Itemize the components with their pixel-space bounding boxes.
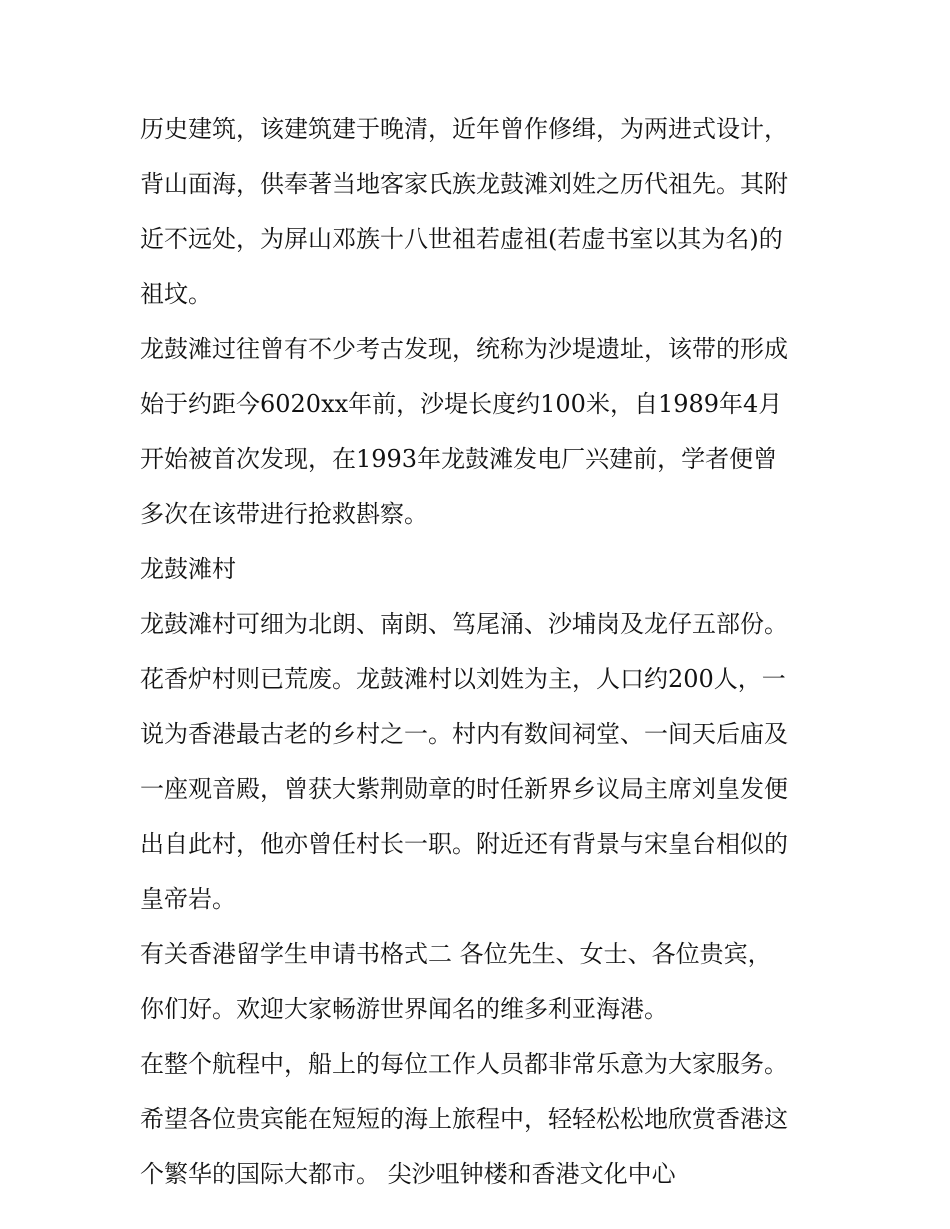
text-line: 皇帝岩。 [140, 885, 236, 913]
text-line: 龙鼓滩过往曾有不少考古发现，统称为沙堤遗址，该带的形成 [140, 335, 788, 363]
text-line: 有关香港留学生申请书格式二 各位先生、女士、各位贵宾， [140, 940, 772, 968]
text-line: 你们好。欢迎大家畅游世界闻名的维多利亚海港。 [140, 995, 668, 1023]
section-heading-village [140, 542, 820, 597]
text-line: 多次在该带进行抢救斟察。 [140, 500, 428, 528]
section-heading: 龙鼓滩村 [140, 555, 236, 583]
document-body [140, 102, 820, 1202]
text-line: 背山面海，供奉著当地客家氏族龙鼓滩刘姓之历代祖先。其附 [140, 170, 788, 198]
text-line: 花香炉村则已荒废。龙鼓滩村以刘姓为主，人口约200人，一 [140, 665, 786, 693]
text-line: 始于约距今6020xx年前，沙堤长度约100米，自1989年4月 [140, 390, 783, 418]
text-line: 祖坟。 [140, 280, 212, 308]
paragraph-voyage [140, 1037, 820, 1202]
text-line: 开始被首次发现，在1993年龙鼓滩发电厂兴建前，学者便曾 [140, 445, 778, 473]
text-line: 近不远处，为屏山邓族十八世祖若虚祖(若虚书室以其为名)的 [140, 225, 783, 253]
text-line: 希望各位贵宾能在短短的海上旅程中，轻轻松松地欣赏香港这 [140, 1105, 788, 1133]
text-line: 说为香港最古老的乡村之一。村内有数间祠堂、一间天后庙及 [140, 720, 788, 748]
text-line: 个繁华的国际大都市。 尖沙咀钟楼和香港文化中心 [140, 1160, 676, 1188]
paragraph-greeting [140, 927, 820, 1037]
text-line: 在整个航程中，船上的每位工作人员都非常乐意为大家服务。 [140, 1050, 788, 1078]
paragraph-history-building [140, 102, 820, 322]
paragraph-archaeology [140, 322, 820, 542]
text-line: 一座观音殿，曾获大紫荆勋章的时任新界乡议局主席刘皇发便 [140, 775, 788, 803]
text-line: 历史建筑，该建筑建于晚清，近年曾作修缉，为两进式设计， [140, 115, 788, 143]
text-line: 龙鼓滩村可细为北朗、南朗、笃尾涌、沙埔岗及龙仔五部份。 [140, 610, 788, 638]
text-line: 出自此村，他亦曾任村长一职。附近还有背景与宋皇台相似的 [140, 830, 788, 858]
paragraph-village [140, 597, 820, 927]
